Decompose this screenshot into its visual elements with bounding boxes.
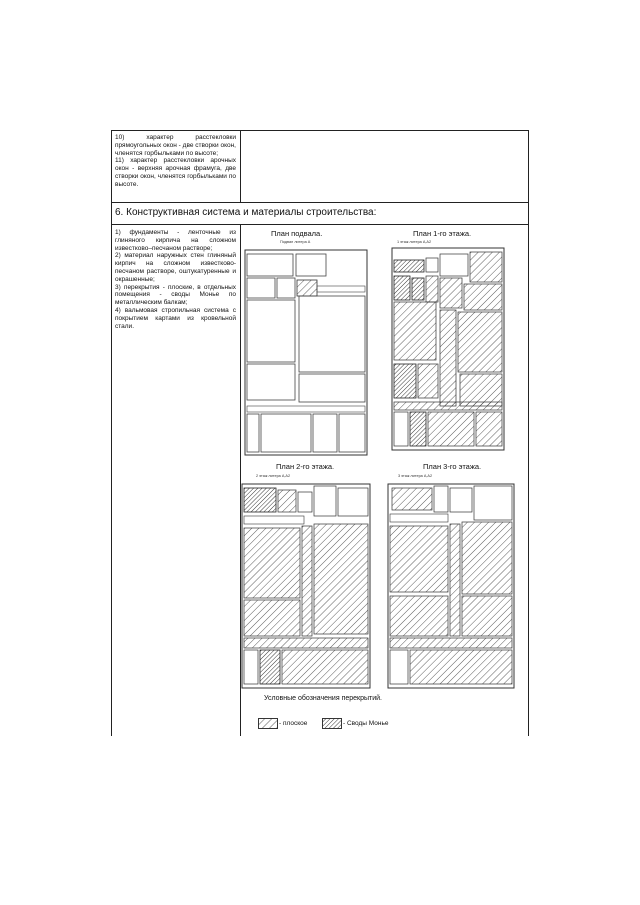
- description-roof: 4) вальмовая стропильная система с покрытием картами из кровельной стали.: [115, 306, 236, 330]
- basement-plan-drawing: [244, 248, 370, 458]
- basement-plan-subtitle: Подвал литера А: [280, 240, 311, 244]
- window-glazing-text: [115, 134, 236, 189]
- table-column-divider-top: [240, 130, 241, 202]
- floor3-plan-drawing: [384, 478, 518, 692]
- floor1-plan-title: План 1-го этажа.: [413, 229, 472, 238]
- description-walls: 2) материал наружных стен глиняный кирпич на сложном известково-песчаном растворе, оштукатуренные и окрашенные;: [115, 252, 236, 283]
- floor3-plan-subtitle: 3 этаж литера А,А2: [398, 474, 433, 478]
- glazing-item-10: 10) характер расстекловки прямоугольных окон - две створки окон, членятся горбыльками по высоте;: [115, 134, 236, 157]
- section-heading: 6. Конструктивная система и материалы строительства:: [115, 207, 377, 218]
- description-floors: 3) перекрытия - плоские, в отдельных помещения - своды Монье по металлическим балкам;: [115, 283, 236, 307]
- legend-monier-label: - Своды Монье: [343, 720, 389, 727]
- legend-flat-label: - плоское: [279, 720, 308, 727]
- table-right-border: [528, 130, 529, 736]
- legend-monier-swatch: [322, 718, 342, 729]
- floor2-plan-drawing: [238, 478, 374, 692]
- table-row-divider-2: [111, 224, 529, 225]
- floor2-plan-title: План 2-го этажа.: [276, 462, 335, 471]
- floor3-plan-title: План 3-го этажа.: [423, 462, 482, 471]
- floor2-plan-subtitle: 2 этаж литера А,А2: [256, 474, 291, 478]
- table-top-border: [111, 130, 529, 131]
- basement-plan-title: План подвала.: [271, 229, 323, 238]
- description-foundations: 1) фундаменты - ленточные из глиняного кирпича на сложном известково–песчаном растворе;: [115, 229, 236, 252]
- table-left-border: [111, 130, 112, 736]
- legend-title: Условные обозначения перекрытий.: [264, 695, 382, 702]
- floor1-plan-drawing: [380, 244, 514, 456]
- glazing-item-11: 11) характер расстекловки арочных окон - верхняя арочная фрамуга, две створки окон, членятся горбыльками по высоте.: [115, 157, 236, 188]
- legend-flat-swatch: [258, 718, 278, 729]
- floor1-plan-subtitle: 1 этаж литера А,А2: [397, 240, 432, 244]
- table-row-divider-1: [111, 202, 529, 203]
- construction-description: [115, 229, 236, 330]
